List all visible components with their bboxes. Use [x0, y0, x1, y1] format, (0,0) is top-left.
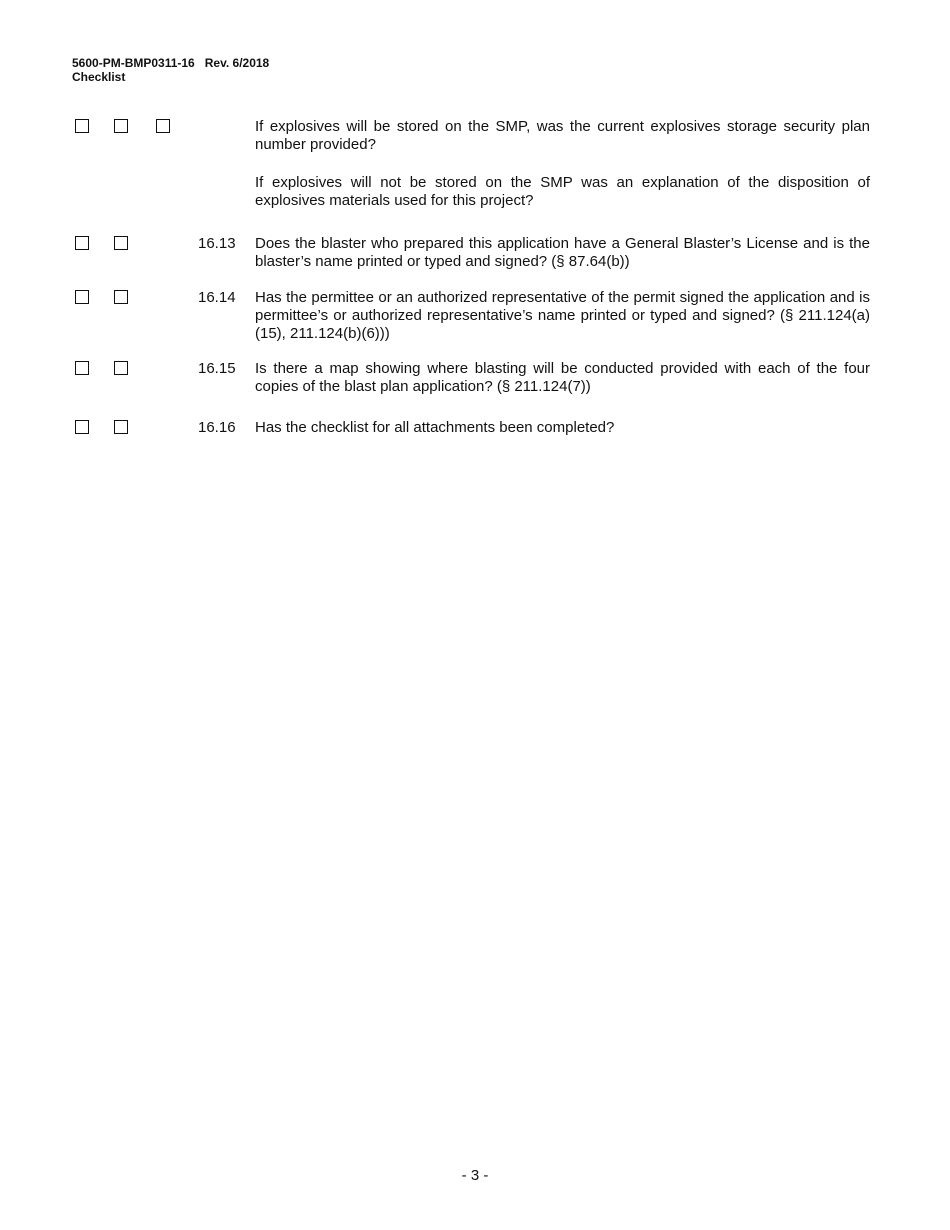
checkbox-yes[interactable]	[75, 420, 89, 434]
page-number: - 3 -	[461, 1167, 489, 1184]
item-text: Is there a map showing where blasting will be conducted provided with each of the four copies of the blast plan application? (§ 211.124(7))	[255, 360, 870, 395]
document-header	[72, 56, 269, 84]
checkbox-yes[interactable]	[75, 361, 89, 375]
checkbox-no[interactable]	[114, 236, 128, 250]
header-subtitle: Checklist	[72, 70, 126, 84]
form-id-line	[72, 56, 269, 70]
checkbox-no[interactable]	[114, 290, 128, 304]
revision: Rev. 6/2018	[204, 56, 270, 70]
checkbox-no[interactable]	[114, 420, 128, 434]
item-text: If explosives will be stored on the SMP, was the current explosives storage security plan number provided?	[255, 118, 870, 153]
checkbox-yes[interactable]	[75, 236, 89, 250]
checkbox-no[interactable]	[114, 361, 128, 375]
item-number: 16.15	[198, 360, 236, 377]
item-text: Has the checklist for all attachments been completed?	[255, 419, 615, 436]
item-number: 16.16	[198, 419, 236, 436]
checkbox-yes[interactable]	[75, 290, 89, 304]
item-text: If explosives will not be stored on the SMP was an explanation of the disposition of explosives materials used for this project?	[255, 174, 870, 209]
item-number: 16.14	[198, 289, 236, 306]
form-id: 5600-PM-BMP0311-16	[72, 56, 195, 70]
checkbox-no[interactable]	[114, 119, 128, 133]
item-number: 16.13	[198, 235, 236, 252]
item-text: Has the permittee or an authorized representative of the permit signed the application and is permittee’s or authorized representative’s name printed or typed and signed? (§ 211.124(a)(15), 211.124(b)(6)))	[255, 289, 870, 342]
checkbox-yes[interactable]	[75, 119, 89, 133]
item-text: Does the blaster who prepared this application have a General Blaster’s License and is the blaster’s name printed or typed and signed? (§ 87.64(b))	[255, 235, 870, 270]
checkbox-na[interactable]	[156, 119, 170, 133]
